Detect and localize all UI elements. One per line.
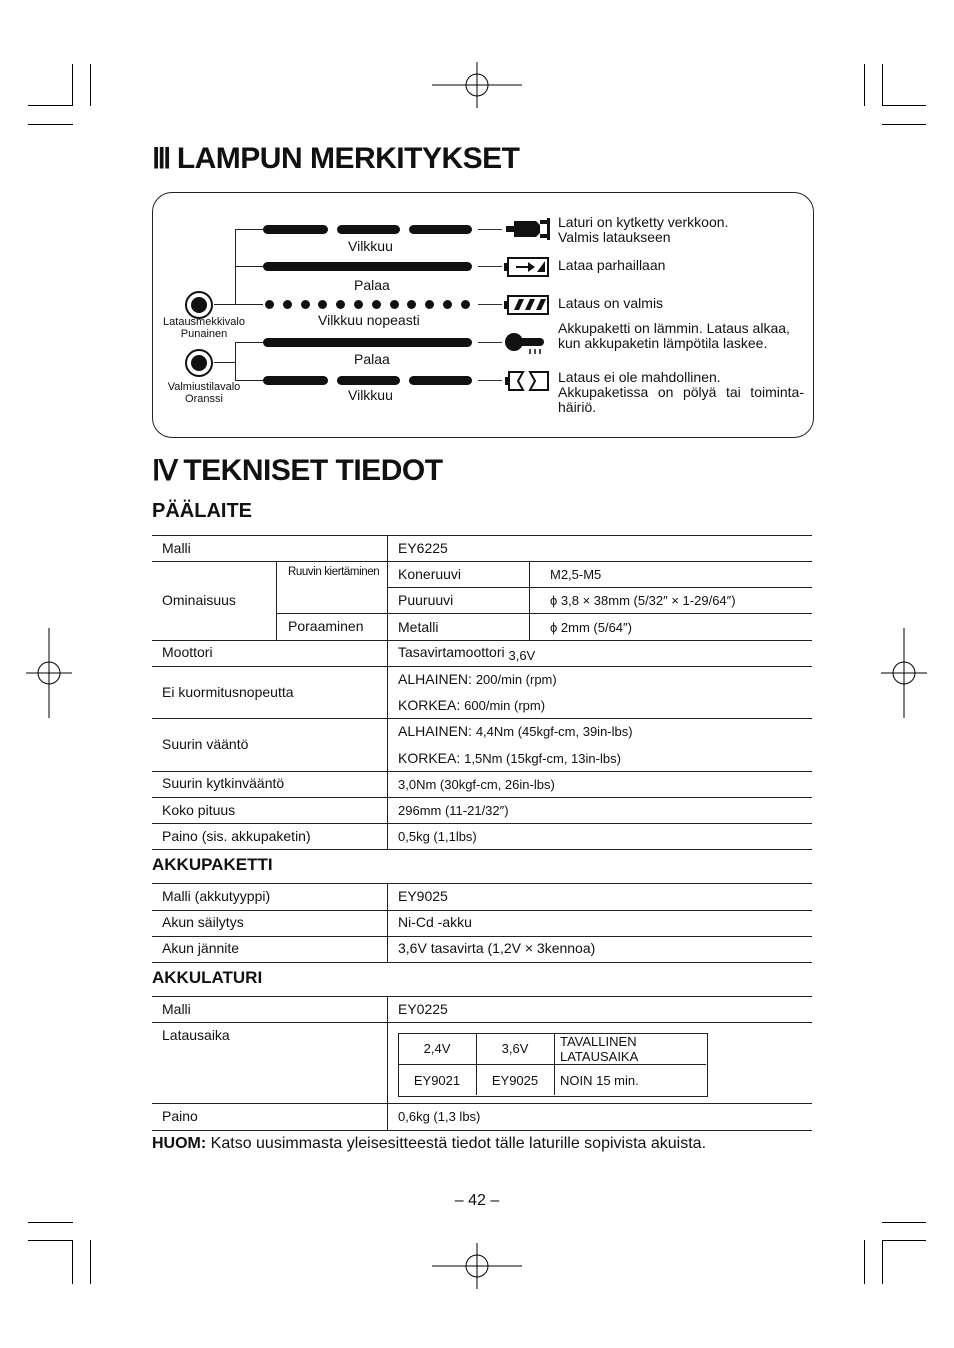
- malli-value: EY6225: [398, 540, 448, 556]
- orange-lamp-label: Valmiustilavalo Oranssi: [167, 381, 241, 405]
- pattern-steady-2: [263, 338, 472, 347]
- registration-mark-icon: [26, 628, 72, 718]
- pattern-label: Vilkkuu: [348, 387, 393, 403]
- table-row-value: EY9025: [398, 888, 448, 904]
- lamp-description: Lataus on valmis: [558, 295, 664, 311]
- table-row-label: Akun jännite: [162, 940, 240, 956]
- lamp-description: Lataa parhaillaan: [558, 257, 666, 273]
- table-row-value: 3,6V tasavirta (1,2V × 3kennoa): [398, 940, 596, 956]
- voltage-header: 2,4V: [423, 1041, 451, 1056]
- akkulaturi-heading: AKKULATURI: [152, 968, 263, 987]
- section-3-title: Ⅲ LAMPUN MERKITYKSET: [152, 142, 520, 175]
- blink-dot: [443, 300, 452, 309]
- blink-dot: [461, 300, 470, 309]
- voltage-header: 3,6V: [501, 1041, 529, 1056]
- vaanto-low: ALHAINEN: 4,4Nm (45kgf-cm, 39in-lbs): [398, 723, 633, 739]
- kytkin-value: 3,0Nm (30kgf-cm, 26in-lbs): [398, 777, 555, 792]
- plug-icon: [504, 216, 552, 244]
- blink-dot: [354, 300, 363, 309]
- blink-dot: [301, 300, 310, 309]
- moottori-value: Tasavirtamoottori 3,6V: [398, 644, 536, 663]
- pattern-steady-1: [263, 262, 472, 271]
- page-number: – 42 –: [454, 1192, 500, 1209]
- broken-battery-icon: [504, 368, 552, 394]
- pattern-label: Palaa: [354, 351, 390, 367]
- red-lamp-label: Latausmekkivalo Punainen: [163, 316, 245, 340]
- moottori-label: Moottori: [162, 644, 213, 660]
- pattern-label: Palaa: [354, 277, 390, 293]
- nopeus-high: KORKEA: 600/min (rpm): [398, 697, 546, 713]
- table-row-value: Ni-Cd -akku: [398, 914, 472, 930]
- pattern-label: Vilkkuu nopeasti: [318, 312, 420, 328]
- paino-value: 0,6kg (1,3 lbs): [398, 1109, 481, 1124]
- full-battery-icon: [504, 293, 552, 317]
- pituus-label: Koko pituus: [162, 802, 236, 818]
- metalli-label: Metalli: [398, 619, 439, 635]
- malli-label: Malli: [162, 540, 191, 556]
- koneruuvi-label: Koneruuvi: [398, 566, 462, 582]
- malli-value: EY0225: [398, 1001, 448, 1017]
- nopeus-label: Ei kuormitusnopeutta: [162, 684, 294, 700]
- charging-time-value: NOIN 15 min.: [560, 1073, 639, 1088]
- blink-dot: [283, 300, 292, 309]
- note: HUOM: Katso uusimmasta yleisesitteestä tiedot tälle laturille sopivista akuista.: [152, 1135, 707, 1152]
- registration-mark-icon: [881, 628, 927, 718]
- nopeus-low: ALHAINEN: 200/min (rpm): [398, 671, 557, 687]
- registration-mark-icon: [432, 62, 522, 108]
- puuruuvi-label: Puuruuvi: [398, 592, 454, 608]
- lamp-description: Lataus ei ole mahdollinen. Akkupaketissa on pölyä tai toiminta- häiriö.: [558, 369, 804, 415]
- table-row-label: Akun säilytys: [162, 914, 244, 930]
- pituus-value: 296mm (11-21/32″): [398, 803, 509, 818]
- paalaite-heading: PÄÄLAITE: [152, 500, 252, 522]
- paino-label: Paino (sis. akkupaketin): [162, 828, 311, 844]
- thermometer-icon: [504, 330, 552, 356]
- akkupaketti-heading: AKKUPAKETTI: [152, 855, 273, 874]
- orange-lamp-icon: [184, 348, 214, 378]
- poraaminen-label: Poraaminen: [288, 618, 364, 634]
- latausaika-label: Latausaika: [162, 1027, 230, 1043]
- registration-mark-icon: [432, 1243, 522, 1289]
- malli-label: Malli: [162, 1001, 191, 1017]
- charging-battery-icon: [504, 255, 552, 279]
- koneruuvi-value: M2,5-M5: [550, 567, 602, 582]
- paino-value: 0,5kg (1,1lbs): [398, 829, 477, 844]
- battery-model: EY9021: [413, 1073, 461, 1088]
- battery-model: EY9025: [491, 1073, 539, 1088]
- lamp-description: Laturi on kytketty verkkoon. Valmis lataukseen: [558, 214, 729, 245]
- pattern-label: Vilkkuu: [348, 238, 393, 254]
- kytkin-label: Suurin kytkinvääntö: [162, 775, 285, 791]
- charging-time-header: TAVALLINEN LATAUSAIKA: [560, 1034, 639, 1064]
- puuruuvi-value: ϕ 3,8 × 38mm (5/32″ × 1-29/64″): [550, 593, 736, 608]
- table-row-label: Malli (akkutyyppi): [162, 888, 271, 904]
- blink-dot: [390, 300, 399, 309]
- section-4-title: Ⅳ TEKNISET TIEDOT: [152, 454, 443, 487]
- blink-dot: [265, 300, 274, 309]
- ominaisuus-label: Ominaisuus: [162, 592, 236, 608]
- blink-dot: [372, 300, 381, 309]
- vaanto-label: Suurin vääntö: [162, 736, 249, 752]
- lamp-description: Akkupaketti on lämmin. Lataus alkaa, kun akkupaketin lämpötila laskee.: [558, 320, 790, 351]
- metalli-value: ϕ 2mm (5/64″): [550, 620, 632, 635]
- paino-label: Paino: [162, 1108, 198, 1124]
- ruuvin-label: Ruuvin kiertäminen: [288, 566, 380, 578]
- vaanto-high: KORKEA: 1,5Nm (15kgf-cm, 13in-lbs): [398, 750, 621, 766]
